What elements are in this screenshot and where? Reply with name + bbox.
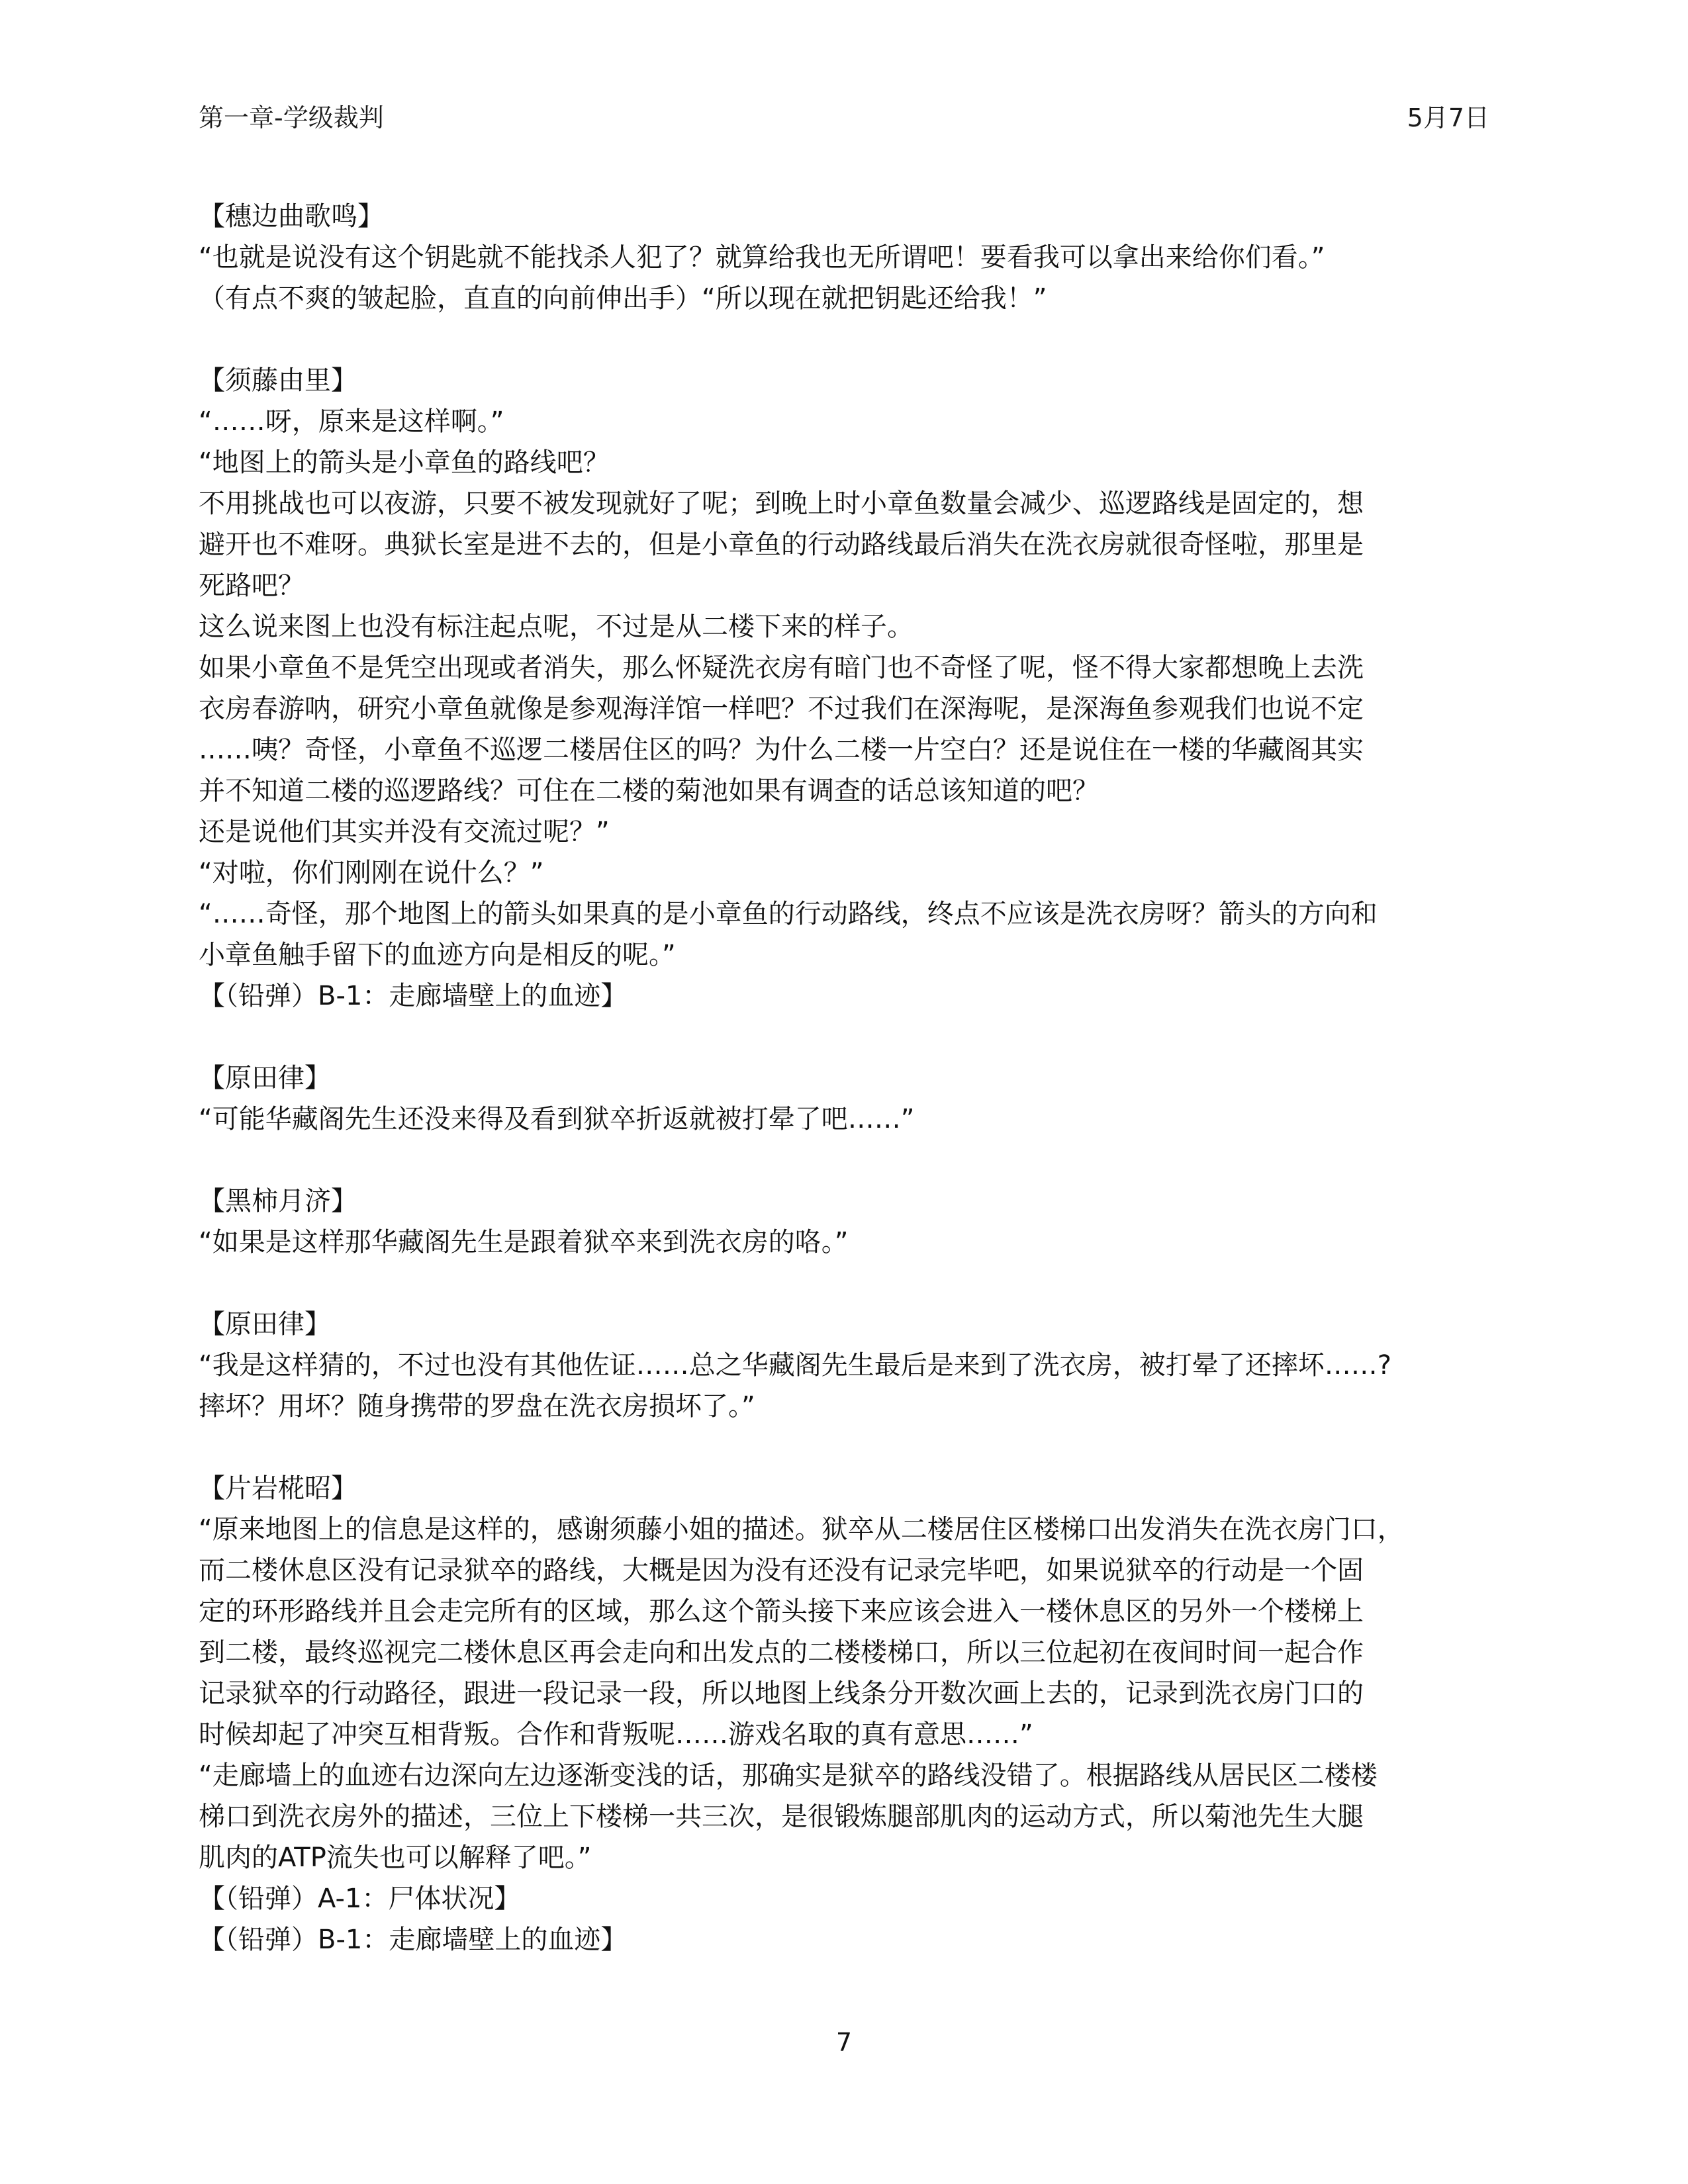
document-body: [199, 196, 1496, 1960]
speaker-heading: 【须藤由里】: [199, 365, 357, 396]
text-line: “原来地图上的信息是这样的，感谢须藤小姐的描述。狱卒从二楼居住区楼梯口出发消失在洗衣房门口，: [199, 1514, 1404, 1545]
text-line: “也就是说没有这个钥匙就不能找杀人犯了？就算给我也无所谓吧！要看我可以拿出来给你们看。”: [199, 242, 1325, 273]
text-line: 这么说来图上也没有标注起点呢，不过是从二楼下来的样子。: [199, 612, 914, 642]
date-header: 5月7日: [1407, 103, 1489, 132]
page-number: 7: [835, 2028, 853, 2057]
text-line: “对啦，你们刚刚在说什么？”: [199, 858, 544, 888]
speaker-heading: 【（铅弹）B-1：走廊墙壁上的血迹】: [199, 981, 628, 1011]
text-line: “……呀，原来是这样啊。”: [199, 406, 504, 437]
text-line: 衣房春游呐，研究小章鱼就像是参观海洋馆一样吧？不过我们在深海呢，是深海鱼参观我们也说不定: [199, 694, 1364, 724]
blank-line: [199, 319, 1496, 360]
speaker-heading: 【黑柿月济】: [199, 1186, 357, 1216]
text-line: 还是说他们其实并没有交流过呢？”: [199, 817, 610, 847]
speaker-heading: 【（铅弹）A-1：尸体状况】: [199, 1884, 521, 1914]
text-line: 而二楼休息区没有记录狱卒的路线，大概是因为没有还没有记录完毕吧，如果说狱卒的行动是一个固: [199, 1555, 1364, 1586]
text-line: 定的环形路线并且会走完所有的区域，那么这个箭头接下来应该会进入一楼休息区的另外一个楼梯上: [199, 1596, 1364, 1627]
text-line: 摔坏？用坏？随身携带的罗盘在洗衣房损坏了。”: [199, 1391, 755, 1422]
text-line: 到二楼，最终巡视完二楼休息区再会走向和出发点的二楼楼梯口，所以三位起初在夜间时间一起合作: [199, 1637, 1364, 1668]
text-line: “可能华藏阁先生还没来得及看到狱卒折返就被打晕了吧……”: [199, 1104, 915, 1134]
chapter-header: 第一章-学级裁判: [199, 103, 384, 132]
text-line: 记录狱卒的行动路径，跟进一段记录一段，所以地图上线条分开数次画上去的，记录到洗衣房门口的: [199, 1678, 1364, 1709]
speaker-heading: 【片岩椛昭】: [199, 1473, 357, 1504]
speaker-heading: 【穗边曲歌鸣】: [199, 201, 384, 232]
text-line: “地图上的箭头是小章鱼的路线吧？: [199, 447, 610, 478]
text-line: 梯口到洗衣房外的描述，三位上下楼梯一共三次，是很锻炼腿部肌肉的运动方式，所以菊池先生大腿: [199, 1801, 1364, 1832]
text-line: 避开也不难呀。典狱长室是进不去的，但是小章鱼的行动路线最后消失在洗衣房就很奇怪啦，那里是: [199, 529, 1364, 560]
blank-line: [199, 1140, 1496, 1181]
blank-line: [199, 1263, 1496, 1304]
text-line: “……奇怪，那个地图上的箭头如果真的是小章鱼的行动路线，终点不应该是洗衣房呀？箭头的方向和: [199, 899, 1378, 929]
text-line: 时候却起了冲突互相背叛。合作和背叛呢……游戏名取的真有意思……”: [199, 1719, 1033, 1750]
text-line: 如果小章鱼不是凭空出现或者消失，那么怀疑洗衣房有暗门也不奇怪了呢，怪不得大家都想晚上去洗: [199, 653, 1364, 683]
blank-line: [199, 1427, 1496, 1468]
text-line: 不用挑战也可以夜游，只要不被发现就好了呢；到晚上时小章鱼数量会减少、巡逻路线是固定的，想: [199, 488, 1364, 519]
text-line: 肌肉的ATP流失也可以解释了吧。”: [199, 1843, 592, 1873]
text-line: “如果是这样那华藏阁先生是跟着狱卒来到洗衣房的咯。”: [199, 1227, 849, 1257]
text-line: “我是这样猜的，不过也没有其他佐证……总之华藏阁先生最后是来到了洗衣房，被打晕了还摔坏……?: [199, 1350, 1391, 1381]
blank-line: [199, 1017, 1496, 1058]
speaker-heading: 【原田律】: [199, 1063, 331, 1093]
text-line: “走廊墙上的血迹右边深向左边逐渐变浅的话，那确实是狱卒的路线没错了。根据路线从居民区二楼楼: [199, 1760, 1378, 1791]
speaker-heading: 【原田律】: [199, 1309, 331, 1340]
text-line: 并不知道二楼的巡逻路线？可住在二楼的菊池如果有调查的话总该知道的吧？: [199, 776, 1099, 806]
speaker-heading: 【（铅弹）B-1：走廊墙壁上的血迹】: [199, 1925, 628, 1955]
text-line: （有点不爽的皱起脸，直直的向前伸出手）“所以现在就把钥匙还给我！”: [199, 283, 1047, 314]
text-line: 死路吧？: [199, 570, 305, 601]
text-line: 小章鱼触手留下的血迹方向是相反的呢。”: [199, 940, 676, 970]
text-line: ……咦？奇怪，小章鱼不巡逻二楼居住区的吗？为什么二楼一片空白？还是说住在一楼的华藏阁其实: [199, 735, 1364, 765]
